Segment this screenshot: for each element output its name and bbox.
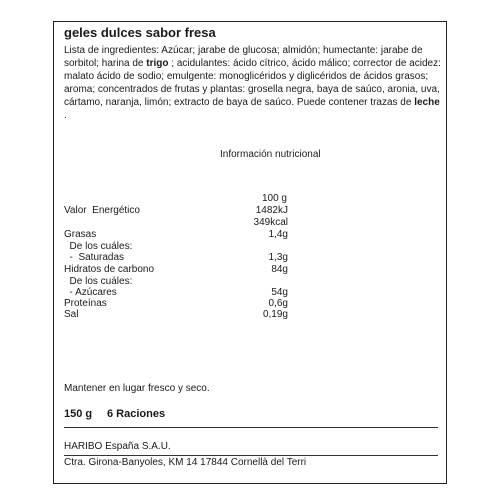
nutrition-row-label: Valor Energético — [64, 205, 140, 216]
nutrition-row-value: 84g — [271, 264, 288, 275]
divider — [64, 455, 438, 456]
nutrition-row-label: Hidratos de carbono — [64, 264, 155, 275]
ingredients-segment: ; acidulantes: ácido cítrico, ácido málico; corrector de acidez: malato ácido de sodio; emulgente: monoglicéridos y diglicéridos de ácidos grasos; aroma; concentrados de frutas y plantas: grosella negra, baya de saúco, aronia, uva, cártamo, naranja, limón; extracto de baya de saúco. Puede contener trazas de — [64, 58, 441, 108]
nutrition-row-label: - Saturadas — [64, 252, 125, 263]
divider — [64, 427, 438, 428]
net-weight: 150 g — [64, 408, 93, 420]
nutrition-row-label: Proteínas — [64, 298, 107, 309]
ingredients-text — [64, 44, 442, 122]
servings: 6 Raciones — [107, 408, 166, 420]
nutrition-row-value: 0,6g — [268, 298, 288, 309]
allergen-leche: leche — [414, 97, 440, 108]
nutrition-title: Información nutricional — [220, 149, 321, 160]
nutrition-row-value: 1,4g — [268, 229, 288, 240]
allergen-trigo: trigo — [146, 58, 169, 69]
nutrition-row-label: Sal — [64, 309, 79, 320]
nutrition-row-value: 0,19g — [262, 309, 288, 320]
nutrition-row-value: 349kcal — [253, 217, 288, 228]
product-title: geles dulces sabor fresa — [64, 25, 216, 40]
nutrition-header: 100 g — [261, 193, 287, 204]
nutrition-row-value: 54g — [271, 287, 288, 298]
nutrition-row-value: 1482kJ — [255, 205, 288, 216]
storage-text: Mantener en lugar fresco y seco. — [64, 383, 210, 394]
nutrition-row-label: De los cuáles: — [64, 241, 133, 252]
company-address: Ctra. Girona-Banyoles, KM 14 17844 Cornellà del Terri — [64, 457, 307, 468]
ingredients-segment: . — [64, 110, 67, 121]
nutrition-row-value: 1,3g — [268, 252, 288, 263]
ingredients-segment: Lista de ingredientes: Azúcar; jarabe de glucosa; almidón; humectante: jarabe de sorbitol; harina de — [64, 45, 423, 69]
nutrition-row-label: De los cuáles: — [64, 276, 133, 287]
nutrition-row-label: - Azúcares — [64, 287, 117, 298]
company-name: HARIBO España S.A.U. — [64, 441, 171, 452]
nutrition-row-label: Grasas — [64, 229, 97, 240]
